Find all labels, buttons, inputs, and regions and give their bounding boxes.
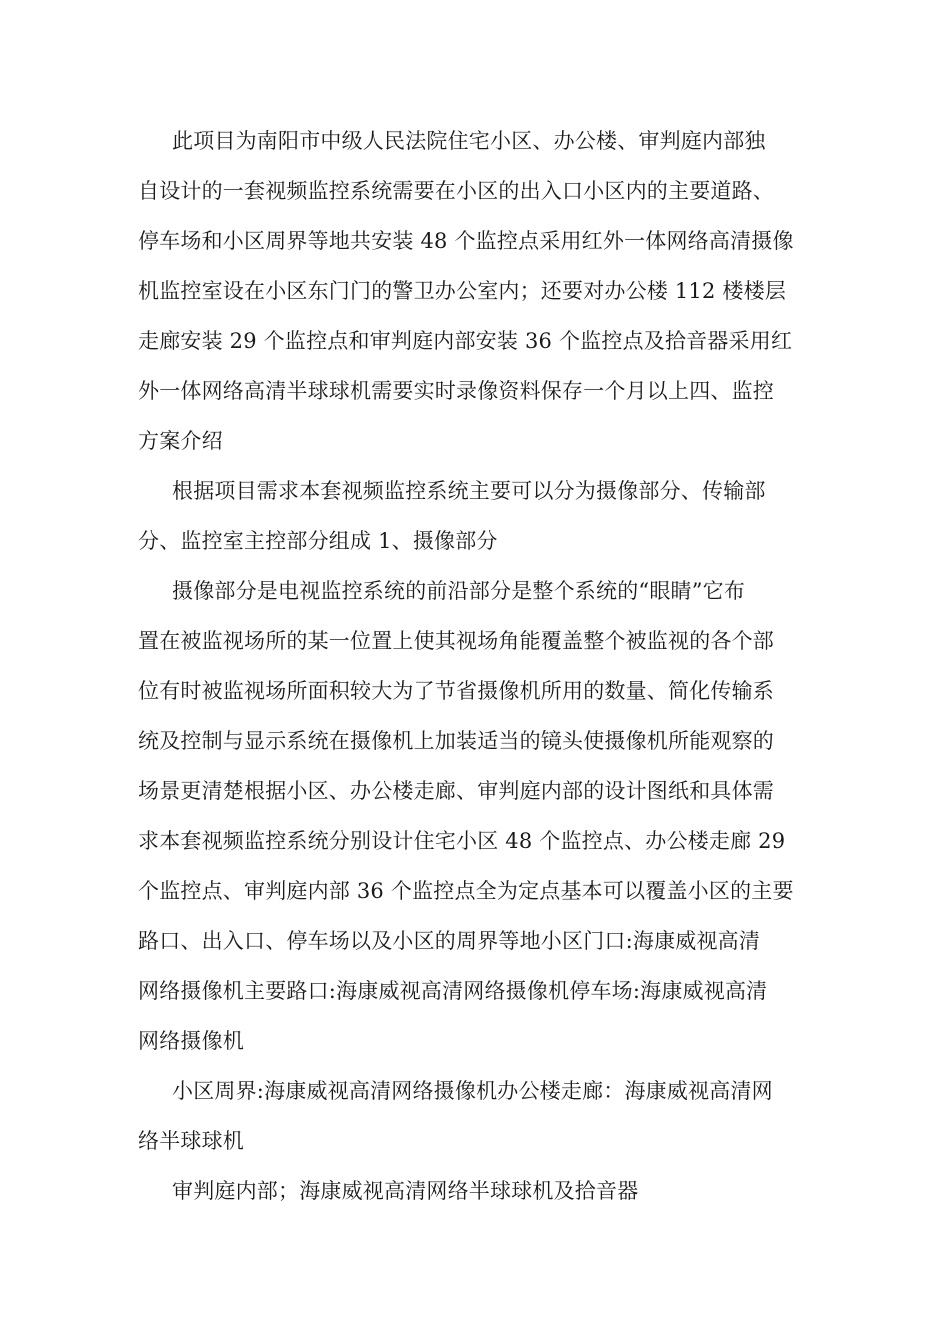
text-line: 自设计的一套视频监控系统需要在小区的出入口小区内的主要道路、 xyxy=(138,179,774,203)
text-line: 机监控室设在小区东门门的警卫办公室内；还要对办公楼 112 楼楼层 xyxy=(138,279,787,303)
text-line: 置在被监视场所的某一位置上使其视场角能覆盖整个被监视的各个部 xyxy=(138,629,774,653)
text-line: 外一体网络高清半球球机需要实时录像资料保存一个月以上四、监控 xyxy=(138,379,774,403)
text-line: 根据项目需求本套视频监控系统主要可以分为摄像部分、传输部 xyxy=(172,479,766,503)
text-line: 网络摄像机主要路口:海康威视高清网络摄像机停车场:海康威视高清 xyxy=(138,979,768,1003)
text-line: 求本套视频监控系统分别设计住宅小区 48 个监控点、办公楼走廊 29 xyxy=(138,829,786,853)
text-line: 路口、出入口、停车场以及小区的周界等地小区门口:海康威视高清 xyxy=(138,929,761,953)
text-line: 络半球球机 xyxy=(138,1129,244,1153)
text-line: 停车场和小区周界等地共安装 48 个监控点采用红外一体网络高清摄像 xyxy=(138,229,794,253)
text-line: 小区周界:海康威视高清网络摄像机办公楼走廊：海康威视高清网 xyxy=(172,1079,773,1103)
document-body xyxy=(138,116,820,1216)
text-line: 审判庭内部；海康威视高清网络半球球机及拾音器 xyxy=(172,1179,639,1203)
text-line: 网络摄像机 xyxy=(138,1029,244,1053)
text-line: 走廊安装 29 个监控点和审判庭内部安装 36 个监控点及拾音器采用红 xyxy=(138,329,793,353)
text-line: 分、监控室主控部分组成 1、摄像部分 xyxy=(138,529,498,553)
text-line: 场景更清楚根据小区、办公楼走廊、审判庭内部的设计图纸和具体需 xyxy=(138,779,774,803)
text-line: 方案介绍 xyxy=(138,429,223,453)
text-line: 位有时被监视场所面积较大为了节省摄像机所用的数量、简化传输系 xyxy=(138,679,774,703)
text-line: 摄像部分是电视监控系统的前沿部分是整个系统的“眼睛”它布 xyxy=(172,579,746,603)
text-line: 此项目为南阳市中级人民法院住宅小区、办公楼、审判庭内部独 xyxy=(172,129,766,153)
text-line: 统及控制与显示系统在摄像机上加装适当的镜头使摄像机所能观察的 xyxy=(138,729,774,753)
text-line: 个监控点、审判庭内部 36 个监控点全为定点基本可以覆盖小区的主要 xyxy=(138,879,794,903)
